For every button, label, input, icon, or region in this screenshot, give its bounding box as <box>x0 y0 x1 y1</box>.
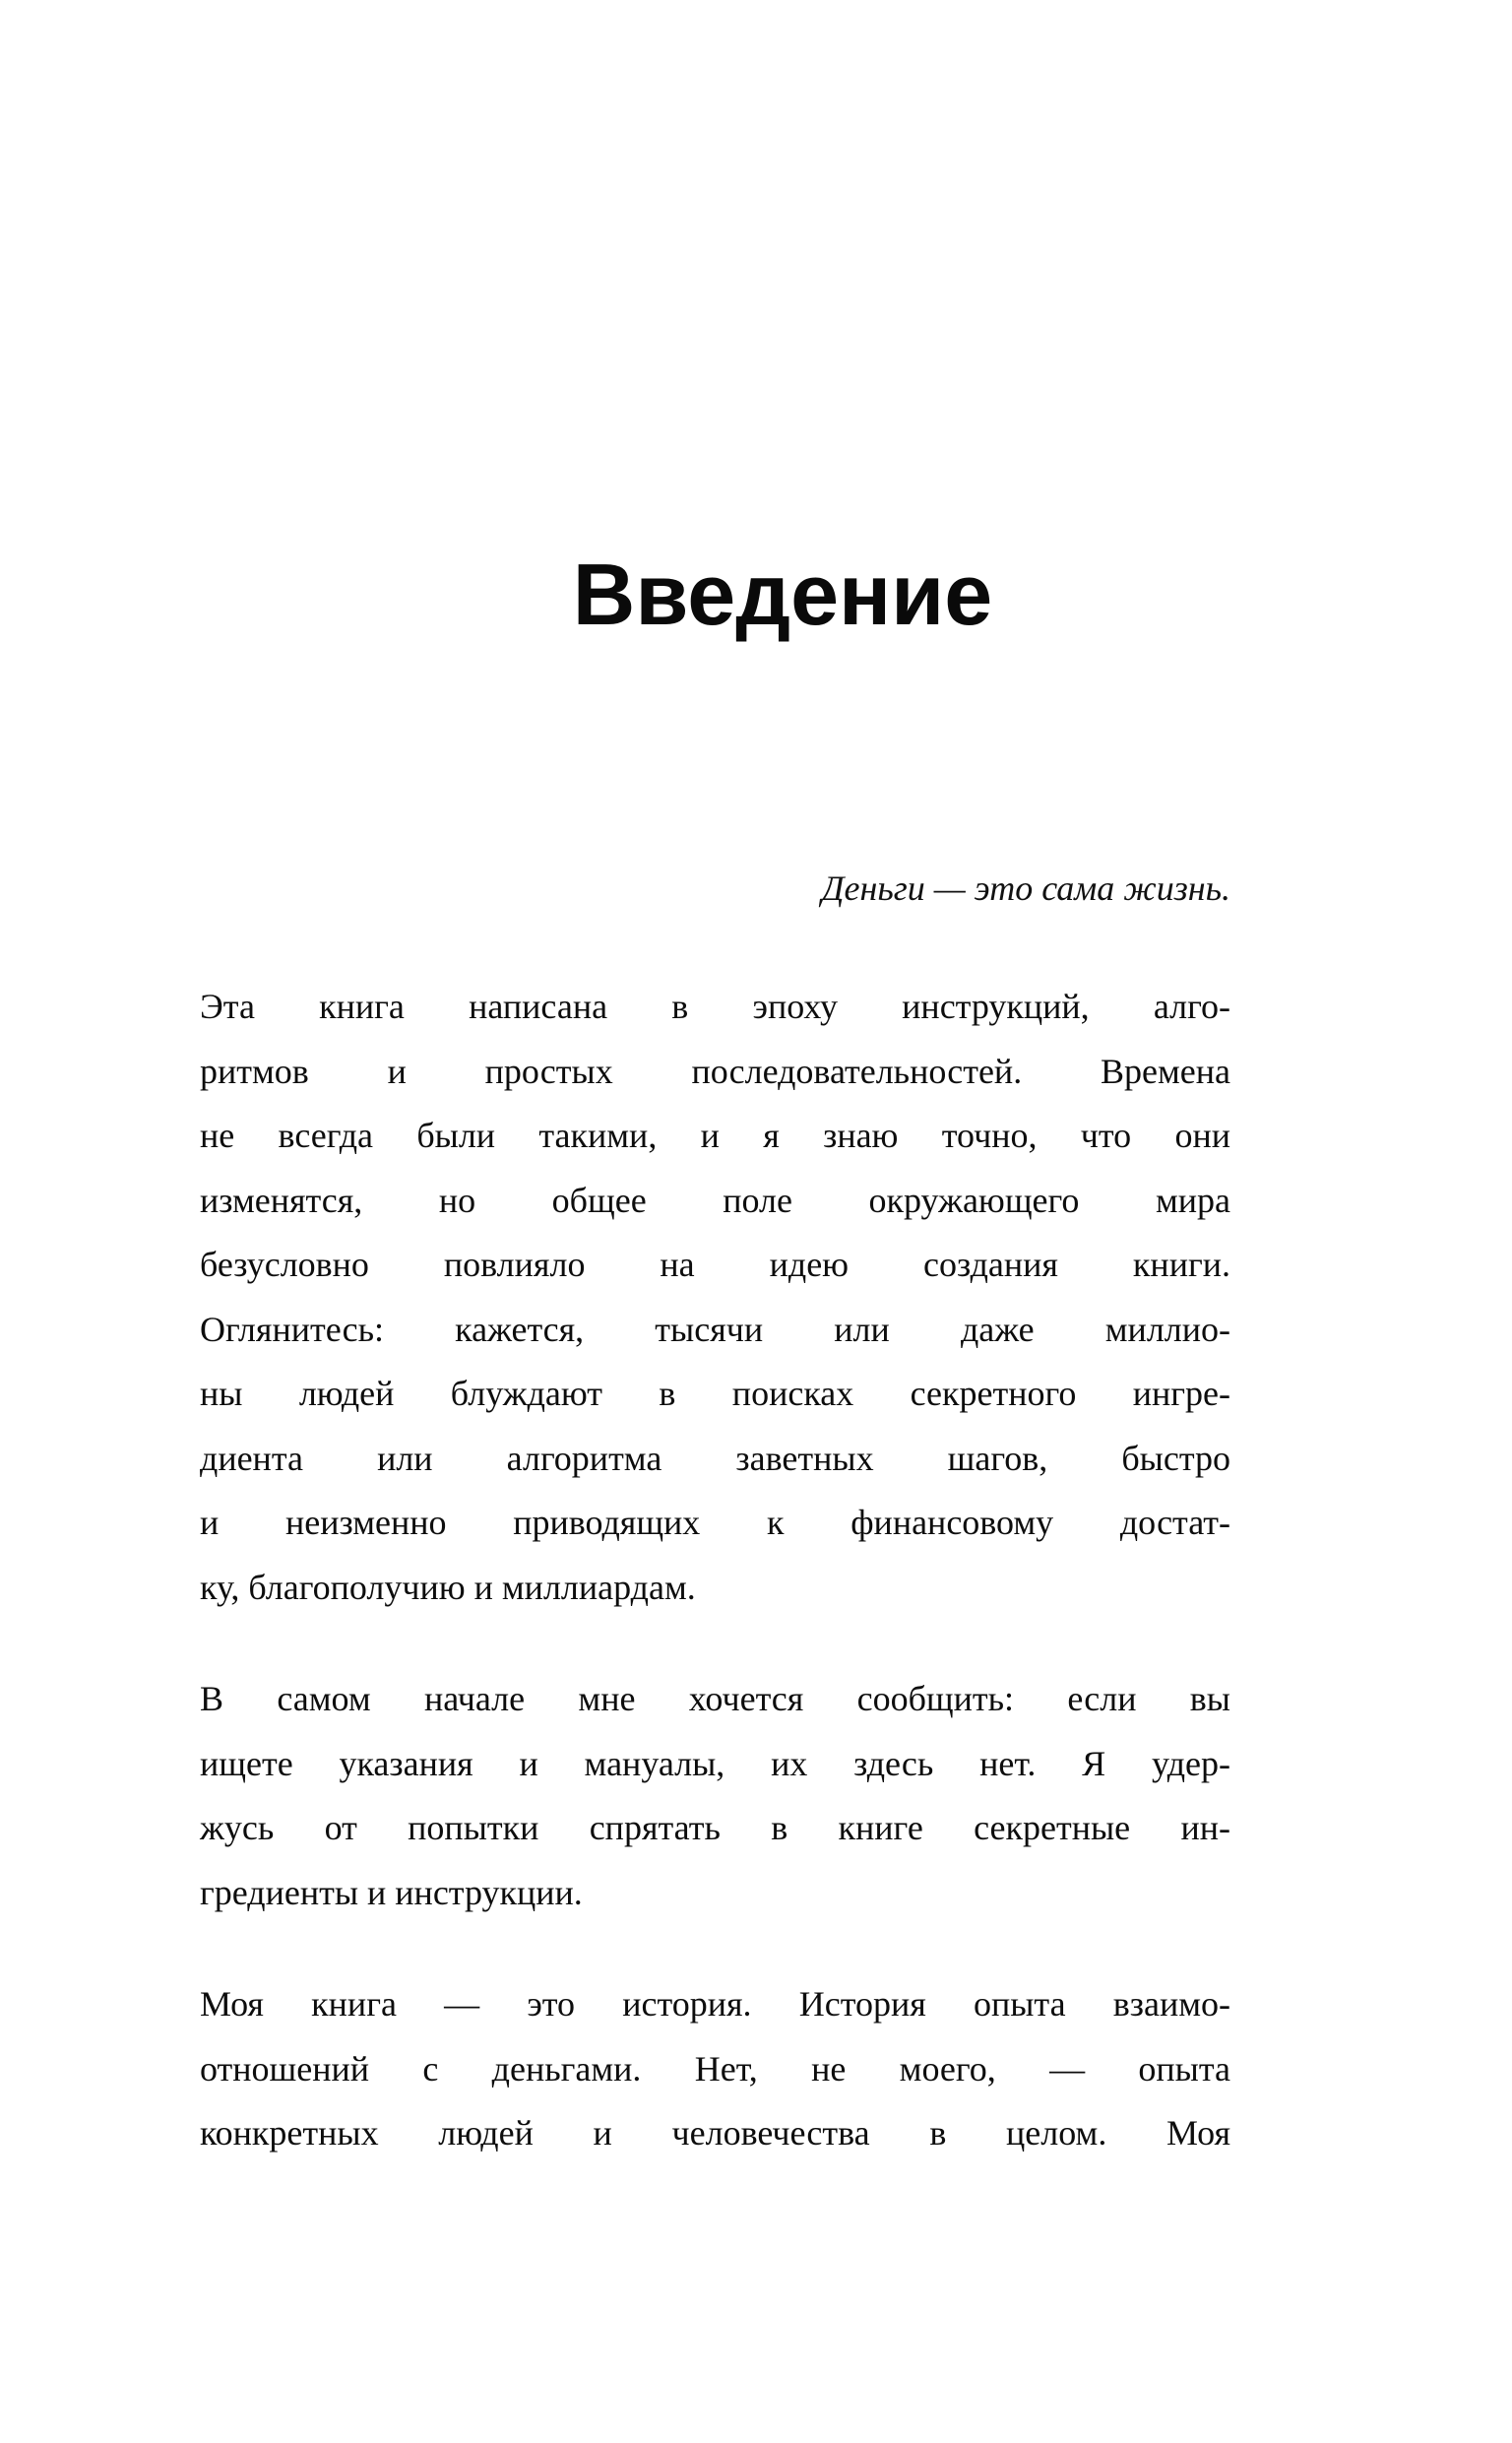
text-line: конкретных людей и человечества в целом. Моя <box>200 2113 1230 2153</box>
text-line: ны людей блуждают в поисках секретного ингре- <box>200 1374 1230 1413</box>
epigraph: Деньги — это сама жизнь. <box>821 868 1230 908</box>
text-line: Эта книга написана в эпоху инструкций, алго- <box>200 987 1230 1026</box>
text-line: Моя книга — это история. История опыта взаимо- <box>200 1984 1230 2024</box>
text-line: ищете указания и мануалы, их здесь нет. Я удер- <box>200 1743 1230 1783</box>
text-line: жусь от попытки спрятать в книге секретные ин- <box>200 1808 1230 1847</box>
text-line: и неизменно приводящих к финансовому достат- <box>200 1503 1230 1542</box>
paragraph-3 <box>200 1982 1230 2176</box>
text-line: гредиенты и инструкции. <box>200 1872 583 1912</box>
text-line: не всегда были такими, и я знаю точно, что они <box>200 1116 1230 1155</box>
chapter-title: Введение <box>572 546 993 643</box>
text-line: изменятся, но общее поле окружающего мира <box>200 1180 1230 1220</box>
text-line: ку, благополучию и миллиардам. <box>200 1567 696 1607</box>
paragraph-1 <box>200 985 1230 1630</box>
text-line: отношений с деньгами. Нет, не моего, — опыта <box>200 2048 1230 2089</box>
body-text <box>200 985 1230 2223</box>
text-line: безусловно повлияло на идею создания книги. <box>200 1245 1230 1284</box>
text-line: Оглянитесь: кажется, тысячи или даже миллио- <box>200 1309 1230 1349</box>
text-line: диента или алгоритма заветных шагов, быстро <box>200 1438 1230 1478</box>
text-line: ритмов и простых последовательностей. Времена <box>200 1051 1230 1091</box>
text-line: В самом начале мне хочется сообщить: если вы <box>200 1679 1230 1718</box>
paragraph-2 <box>200 1677 1230 1935</box>
